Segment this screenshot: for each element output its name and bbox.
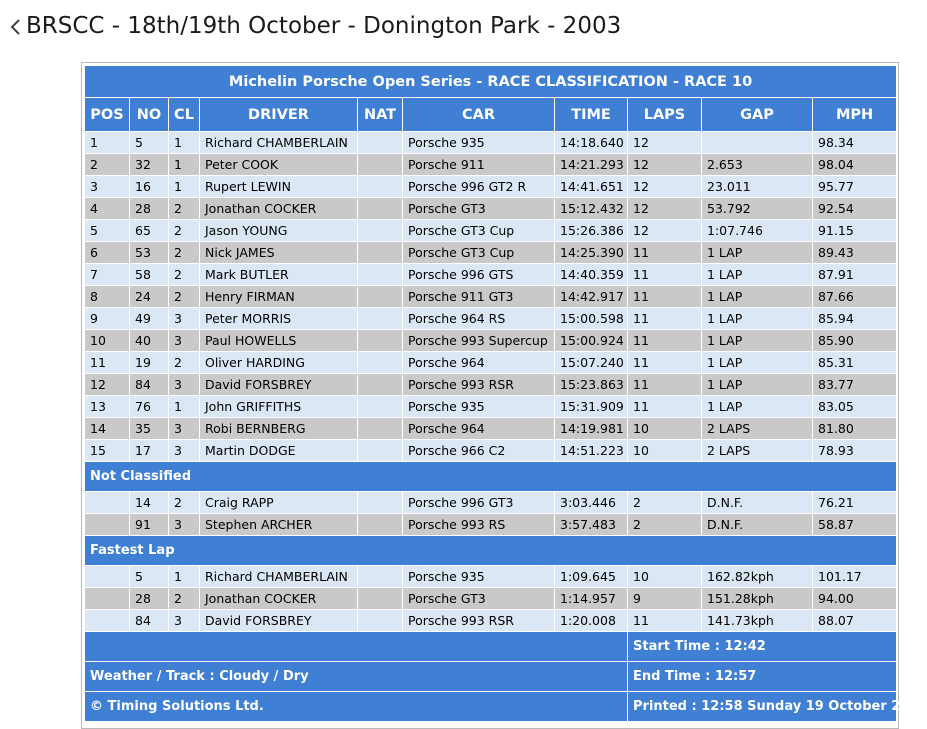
cell-time: 15:12.432 (555, 198, 628, 220)
cell-pos: 2 (85, 154, 130, 176)
cell-pos: 10 (85, 330, 130, 352)
cell-mph: 85.90 (813, 330, 897, 352)
column-header-no: NO (130, 98, 169, 132)
cell-gap: 53.792 (702, 198, 813, 220)
cell-car: Porsche 993 RSR (403, 610, 555, 632)
cell-laps: 12 (628, 176, 702, 198)
cell-gap: 1 LAP (702, 352, 813, 374)
table-row (85, 176, 897, 198)
cell-car: Porsche 966 C2 (403, 440, 555, 462)
cell-nat (358, 176, 403, 198)
cell-car: Porsche 964 (403, 418, 555, 440)
cell-car: Porsche 911 GT3 (403, 286, 555, 308)
cell-laps: 11 (628, 610, 702, 632)
cell-cl: 3 (169, 610, 200, 632)
cell-car: Porsche GT3 Cup (403, 220, 555, 242)
cell-laps: 11 (628, 330, 702, 352)
cell-driver: Peter MORRIS (200, 308, 358, 330)
cell-pos (85, 514, 130, 536)
not-classified-header-label: Not Classified (85, 462, 897, 492)
cell-time: 14:25.390 (555, 242, 628, 264)
cell-laps: 10 (628, 418, 702, 440)
cell-gap: 23.011 (702, 176, 813, 198)
fastest-lap-header (85, 536, 897, 566)
cell-laps: 12 (628, 198, 702, 220)
cell-laps: 11 (628, 396, 702, 418)
cell-cl: 3 (169, 330, 200, 352)
cell-gap: D.N.F. (702, 514, 813, 536)
cell-nat (358, 264, 403, 286)
cell-laps: 11 (628, 352, 702, 374)
results-sheet (81, 62, 927, 729)
footer-row (85, 632, 897, 662)
cell-time: 15:31.909 (555, 396, 628, 418)
weather-track: Weather / Track : Cloudy / Dry (85, 662, 628, 692)
end-time: End Time : 12:57 (628, 662, 897, 692)
cell-no: 84 (130, 610, 169, 632)
cell-no: 84 (130, 374, 169, 396)
cell-no: 91 (130, 514, 169, 536)
cell-nat (358, 588, 403, 610)
cell-gap: 1 LAP (702, 308, 813, 330)
footer-row (85, 692, 897, 722)
cell-pos: 7 (85, 264, 130, 286)
cell-laps: 11 (628, 264, 702, 286)
footer-blank (85, 632, 628, 662)
cell-car: Porsche 911 (403, 154, 555, 176)
cell-no: 49 (130, 308, 169, 330)
chevron-left-icon[interactable] (8, 17, 24, 37)
column-header-car: CAR (403, 98, 555, 132)
table-row (85, 588, 897, 610)
table-row (85, 308, 897, 330)
cell-mph: 98.34 (813, 132, 897, 154)
cell-time: 15:00.598 (555, 308, 628, 330)
cell-pos: 12 (85, 374, 130, 396)
cell-no: 19 (130, 352, 169, 374)
cell-mph: 92.54 (813, 198, 897, 220)
cell-laps: 12 (628, 132, 702, 154)
cell-nat (358, 440, 403, 462)
cell-no: 24 (130, 286, 169, 308)
cell-gap (702, 132, 813, 154)
cell-mph: 76.21 (813, 492, 897, 514)
cell-pos: 11 (85, 352, 130, 374)
cell-pos: 6 (85, 242, 130, 264)
table-row (85, 154, 897, 176)
table-row (85, 286, 897, 308)
cell-cl: 3 (169, 514, 200, 536)
cell-cl: 2 (169, 352, 200, 374)
cell-gap: 1 LAP (702, 286, 813, 308)
cell-gap: 1 LAP (702, 374, 813, 396)
cell-no: 35 (130, 418, 169, 440)
cell-car: Porsche 996 GT3 (403, 492, 555, 514)
cell-car: Porsche 935 (403, 132, 555, 154)
table-row (85, 330, 897, 352)
cell-cl: 1 (169, 132, 200, 154)
table-row (85, 418, 897, 440)
cell-pos (85, 566, 130, 588)
cell-no: 76 (130, 396, 169, 418)
cell-gap: D.N.F. (702, 492, 813, 514)
cell-car: Porsche 964 (403, 352, 555, 374)
column-header-pos: POS (85, 98, 130, 132)
cell-laps: 11 (628, 242, 702, 264)
cell-nat (358, 154, 403, 176)
cell-car: Porsche GT3 Cup (403, 242, 555, 264)
column-header-laps: LAPS (628, 98, 702, 132)
cell-pos (85, 610, 130, 632)
cell-nat (358, 286, 403, 308)
cell-mph: 83.05 (813, 396, 897, 418)
cell-cl: 1 (169, 154, 200, 176)
cell-gap: 1 LAP (702, 330, 813, 352)
cell-time: 14:18.640 (555, 132, 628, 154)
cell-car: Porsche 993 Supercup (403, 330, 555, 352)
cell-driver: Jonathan COCKER (200, 198, 358, 220)
cell-car: Porsche 993 RSR (403, 374, 555, 396)
cell-time: 14:21.293 (555, 154, 628, 176)
cell-gap: 151.28kph (702, 588, 813, 610)
start-time: Start Time : 12:42 (628, 632, 897, 662)
cell-pos (85, 588, 130, 610)
cell-no: 14 (130, 492, 169, 514)
cell-cl: 3 (169, 308, 200, 330)
cell-gap: 162.82kph (702, 566, 813, 588)
cell-nat (358, 610, 403, 632)
cell-laps: 2 (628, 492, 702, 514)
cell-car: Porsche 996 GTS (403, 264, 555, 286)
cell-gap: 1:07.746 (702, 220, 813, 242)
cell-driver: Henry FIRMAN (200, 286, 358, 308)
cell-time: 1:14.957 (555, 588, 628, 610)
results-table (84, 65, 927, 722)
cell-car: Porsche 935 (403, 566, 555, 588)
cell-mph: 94.00 (813, 588, 897, 610)
cell-cl: 2 (169, 220, 200, 242)
cell-mph: 58.87 (813, 514, 897, 536)
column-header-mph: MPH (813, 98, 897, 132)
table-row (85, 264, 897, 286)
cell-nat (358, 514, 403, 536)
cell-pos: 14 (85, 418, 130, 440)
cell-nat (358, 242, 403, 264)
cell-laps: 11 (628, 286, 702, 308)
cell-nat (358, 492, 403, 514)
cell-time: 15:00.924 (555, 330, 628, 352)
cell-time: 15:07.240 (555, 352, 628, 374)
cell-laps: 10 (628, 566, 702, 588)
cell-gap: 141.73kph (702, 610, 813, 632)
cell-nat (358, 352, 403, 374)
cell-driver: Martin DODGE (200, 440, 358, 462)
column-header-gap: GAP (702, 98, 813, 132)
printed-time: Printed : 12:58 Sunday 19 October 2003 (628, 692, 897, 722)
cell-pos (85, 492, 130, 514)
footer-row (85, 662, 897, 692)
column-header-cl: CL (169, 98, 200, 132)
cell-no: 17 (130, 440, 169, 462)
cell-mph: 95.77 (813, 176, 897, 198)
cell-laps: 11 (628, 374, 702, 396)
cell-cl: 1 (169, 176, 200, 198)
cell-time: 1:20.008 (555, 610, 628, 632)
cell-cl: 1 (169, 566, 200, 588)
cell-car: Porsche 935 (403, 396, 555, 418)
cell-cl: 2 (169, 264, 200, 286)
cell-driver: Mark BUTLER (200, 264, 358, 286)
cell-time: 15:26.386 (555, 220, 628, 242)
cell-time: 14:19.981 (555, 418, 628, 440)
cell-time: 3:57.483 (555, 514, 628, 536)
cell-no: 40 (130, 330, 169, 352)
cell-cl: 3 (169, 440, 200, 462)
cell-mph: 91.15 (813, 220, 897, 242)
cell-driver: Richard CHAMBERLAIN (200, 566, 358, 588)
cell-gap: 1 LAP (702, 264, 813, 286)
cell-pos: 4 (85, 198, 130, 220)
cell-nat (358, 418, 403, 440)
cell-cl: 2 (169, 286, 200, 308)
cell-no: 5 (130, 132, 169, 154)
cell-mph: 101.17 (813, 566, 897, 588)
cell-gap: 2.653 (702, 154, 813, 176)
cell-driver: Jason YOUNG (200, 220, 358, 242)
cell-car: Porsche 993 RS (403, 514, 555, 536)
cell-no: 28 (130, 588, 169, 610)
table-row (85, 242, 897, 264)
cell-laps: 2 (628, 514, 702, 536)
cell-time: 14:40.359 (555, 264, 628, 286)
cell-nat (358, 566, 403, 588)
cell-no: 28 (130, 198, 169, 220)
cell-mph: 98.04 (813, 154, 897, 176)
cell-cl: 2 (169, 492, 200, 514)
cell-time: 1:09.645 (555, 566, 628, 588)
cell-no: 58 (130, 264, 169, 286)
cell-driver: David FORSBREY (200, 610, 358, 632)
cell-pos: 3 (85, 176, 130, 198)
cell-driver: Robi BERNBERG (200, 418, 358, 440)
cell-mph: 87.66 (813, 286, 897, 308)
cell-cl: 3 (169, 418, 200, 440)
cell-gap: 1 LAP (702, 396, 813, 418)
cell-time: 15:23.863 (555, 374, 628, 396)
cell-nat (358, 220, 403, 242)
cell-driver: Paul HOWELLS (200, 330, 358, 352)
table-row (85, 352, 897, 374)
cell-driver: Craig RAPP (200, 492, 358, 514)
cell-mph: 88.07 (813, 610, 897, 632)
cell-cl: 2 (169, 242, 200, 264)
cell-nat (358, 396, 403, 418)
cell-nat (358, 374, 403, 396)
column-header-row (85, 98, 897, 132)
cell-time: 3:03.446 (555, 492, 628, 514)
table-row (85, 374, 897, 396)
table-row (85, 440, 897, 462)
cell-nat (358, 308, 403, 330)
page-header (0, 0, 900, 52)
table-row (85, 220, 897, 242)
cell-pos: 13 (85, 396, 130, 418)
cell-no: 65 (130, 220, 169, 242)
cell-driver: John GRIFFITHS (200, 396, 358, 418)
cell-pos: 1 (85, 132, 130, 154)
cell-no: 53 (130, 242, 169, 264)
column-header-time: TIME (555, 98, 628, 132)
column-header-nat: NAT (358, 98, 403, 132)
not-classified-header (85, 462, 897, 492)
cell-no: 32 (130, 154, 169, 176)
cell-car: Porsche GT3 (403, 588, 555, 610)
table-row (85, 566, 897, 588)
cell-mph: 89.43 (813, 242, 897, 264)
cell-cl: 2 (169, 588, 200, 610)
table-row (85, 396, 897, 418)
table-row (85, 514, 897, 536)
copyright: © Timing Solutions Ltd. (85, 692, 628, 722)
cell-time: 14:51.223 (555, 440, 628, 462)
table-row (85, 492, 897, 514)
cell-car: Porsche 996 GT2 R (403, 176, 555, 198)
cell-pos: 9 (85, 308, 130, 330)
cell-car: Porsche 964 RS (403, 308, 555, 330)
cell-driver: Rupert LEWIN (200, 176, 358, 198)
cell-driver: Nick JAMES (200, 242, 358, 264)
cell-cl: 3 (169, 374, 200, 396)
cell-mph: 83.77 (813, 374, 897, 396)
cell-mph: 85.31 (813, 352, 897, 374)
cell-cl: 2 (169, 198, 200, 220)
cell-driver: David FORSBREY (200, 374, 358, 396)
cell-mph: 87.91 (813, 264, 897, 286)
cell-laps: 10 (628, 440, 702, 462)
cell-driver: Stephen ARCHER (200, 514, 358, 536)
cell-laps: 11 (628, 308, 702, 330)
cell-nat (358, 330, 403, 352)
cell-laps: 12 (628, 220, 702, 242)
cell-time: 14:41.651 (555, 176, 628, 198)
cell-driver: Peter COOK (200, 154, 358, 176)
cell-mph: 81.80 (813, 418, 897, 440)
cell-pos: 5 (85, 220, 130, 242)
cell-nat (358, 132, 403, 154)
cell-gap: 1 LAP (702, 242, 813, 264)
cell-mph: 78.93 (813, 440, 897, 462)
cell-laps: 12 (628, 154, 702, 176)
column-header-driver: DRIVER (200, 98, 358, 132)
cell-no: 16 (130, 176, 169, 198)
cell-gap: 2 LAPS (702, 418, 813, 440)
cell-mph: 85.94 (813, 308, 897, 330)
table-row (85, 610, 897, 632)
cell-nat (358, 198, 403, 220)
cell-driver: Jonathan COCKER (200, 588, 358, 610)
cell-pos: 15 (85, 440, 130, 462)
cell-car: Porsche GT3 (403, 198, 555, 220)
cell-no: 5 (130, 566, 169, 588)
cell-laps: 9 (628, 588, 702, 610)
cell-gap: 2 LAPS (702, 440, 813, 462)
table-banner: Michelin Porsche Open Series - RACE CLASSIFICATION - RACE 10 (85, 66, 897, 98)
table-row (85, 198, 897, 220)
cell-driver: Oliver HARDING (200, 352, 358, 374)
fastest-lap-header-label: Fastest Lap (85, 536, 897, 566)
cell-cl: 1 (169, 396, 200, 418)
page-title: BRSCC - 18th/19th October - Donington Park - 2003 (26, 13, 622, 39)
cell-pos: 8 (85, 286, 130, 308)
table-row (85, 132, 897, 154)
cell-time: 14:42.917 (555, 286, 628, 308)
cell-driver: Richard CHAMBERLAIN (200, 132, 358, 154)
